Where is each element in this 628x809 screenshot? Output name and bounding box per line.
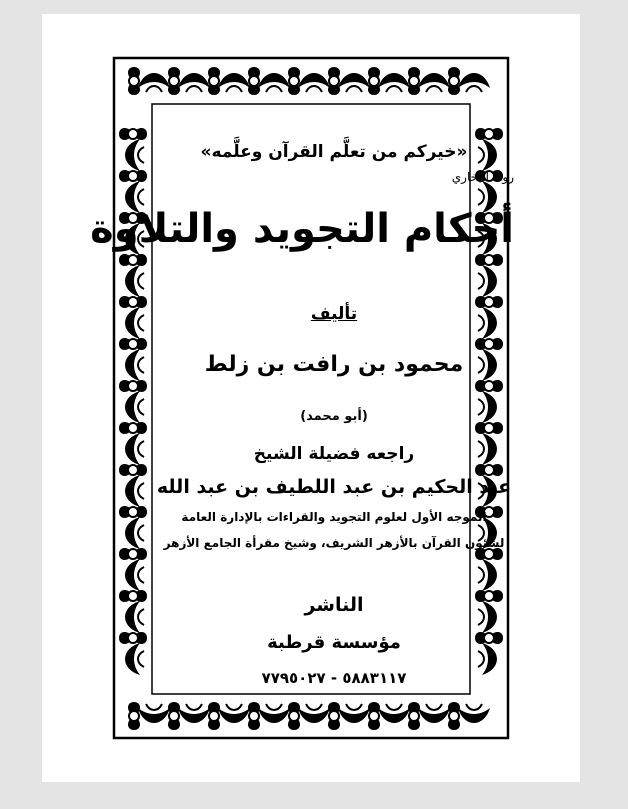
- border-leaf-ornament: [178, 704, 210, 723]
- border-leaf-ornament: [478, 559, 497, 591]
- border-flower-ornament: [119, 632, 147, 644]
- border-leaf-ornament: [378, 704, 410, 723]
- border-leaf-ornament: [218, 704, 250, 723]
- border-flower-ornament: [119, 464, 147, 476]
- border-leaf-ornament: [418, 73, 450, 92]
- border-leaf-ornament: [125, 517, 144, 549]
- border-leaf-ornament: [338, 704, 370, 723]
- border-flower-ornament: [288, 702, 300, 730]
- border-flower-ornament: [119, 254, 147, 266]
- border-leaf-ornament: [178, 73, 210, 92]
- book-title-page: [42, 14, 580, 782]
- reviewed-by-label: راجعه فضيلة الشيخ: [253, 444, 415, 464]
- border-flower-ornament: [128, 67, 140, 95]
- border-flower-ornament: [248, 702, 260, 730]
- border-leaf-ornament: [478, 265, 497, 297]
- border-flower-ornament: [475, 380, 503, 392]
- border-flower-ornament: [168, 702, 180, 730]
- border-flower-ornament: [119, 296, 147, 308]
- border-flower-ornament: [119, 548, 147, 560]
- border-leaf-ornament: [125, 307, 144, 339]
- reviewer-position-line-2: لشئون القرآن بالأزهر الشريف، وشيخ مقرأة الجامع الأزهر: [163, 536, 505, 550]
- border-flower-ornament: [119, 170, 147, 182]
- border-leaf-ornament: [125, 265, 144, 297]
- border-leaf-ornament: [125, 601, 144, 633]
- border-leaf-ornament: [298, 704, 330, 723]
- border-leaf-ornament: [125, 643, 144, 675]
- border-flower-ornament: [208, 702, 220, 730]
- border-flower-ornament: [119, 590, 147, 602]
- border-flower-ornament: [475, 128, 503, 140]
- publisher-phones: ٥٨٨٣١١٧ - ٧٧٩٥٠٢٧: [261, 669, 407, 687]
- border-leaf-ornament: [125, 559, 144, 591]
- border-flower-ornament: [248, 67, 260, 95]
- border-leaf-ornament: [218, 73, 250, 92]
- border-flower-ornament: [168, 67, 180, 95]
- border-leaf-ornament: [125, 139, 144, 171]
- author-name: محمود بن رافت بن زلط: [204, 352, 464, 377]
- border-flower-ornament: [119, 380, 147, 392]
- border-flower-ornament: [475, 254, 503, 266]
- border-leaf-ornament: [338, 73, 370, 92]
- book-title: أحكام التجويد والتلاوة: [90, 206, 514, 252]
- hadith-narrator: رواه البخاري: [451, 170, 514, 184]
- border-flower-ornament: [119, 338, 147, 350]
- border-flower-ornament: [408, 67, 420, 95]
- border-leaf-ornament: [458, 704, 490, 723]
- border-flower-ornament: [368, 67, 380, 95]
- border-leaf-ornament: [138, 73, 170, 92]
- hadith-quote: «خيركم من تعلَّم القرآن وعلَّمه»: [200, 142, 468, 162]
- border-leaf-ornament: [458, 73, 490, 92]
- border-flower-ornament: [328, 67, 340, 95]
- border-flower-ornament: [208, 67, 220, 95]
- border-leaf-ornament: [378, 73, 410, 92]
- border-flower-ornament: [119, 422, 147, 434]
- border-flower-ornament: [408, 702, 420, 730]
- border-flower-ornament: [475, 338, 503, 350]
- publisher-name: مؤسسة قرطبة: [267, 632, 401, 653]
- border-leaf-ornament: [125, 475, 144, 507]
- border-leaf-ornament: [138, 704, 170, 723]
- border-flower-ornament: [368, 702, 380, 730]
- border-leaf-ornament: [418, 704, 450, 723]
- border-leaf-ornament: [258, 704, 290, 723]
- border-flower-ornament: [119, 128, 147, 140]
- border-flower-ornament: [128, 702, 140, 730]
- border-flower-ornament: [119, 506, 147, 518]
- border-leaf-ornament: [125, 349, 144, 381]
- border-leaf-ornament: [125, 433, 144, 465]
- border-leaf-ornament: [125, 391, 144, 423]
- authored-by-label: تأليف: [310, 304, 358, 324]
- border-leaf-ornament: [258, 73, 290, 92]
- reviewer-name: عبد الحكيم بن عبد اللطيف بن عبد الله: [156, 476, 512, 498]
- border-flower-ornament: [475, 464, 503, 476]
- reviewer-position-line-1: الموجه الأول لعلوم التجويد والقراءات بالإدارة العامة: [181, 510, 487, 524]
- publisher-heading: الناشر: [304, 594, 364, 616]
- border-flower-ornament: [328, 702, 340, 730]
- ornamental-border: [42, 14, 580, 782]
- border-flower-ornament: [448, 702, 460, 730]
- border-flower-ornament: [448, 67, 460, 95]
- border-flower-ornament: [288, 67, 300, 95]
- author-kunya: (أبو محمد): [300, 409, 368, 424]
- border-leaf-ornament: [298, 73, 330, 92]
